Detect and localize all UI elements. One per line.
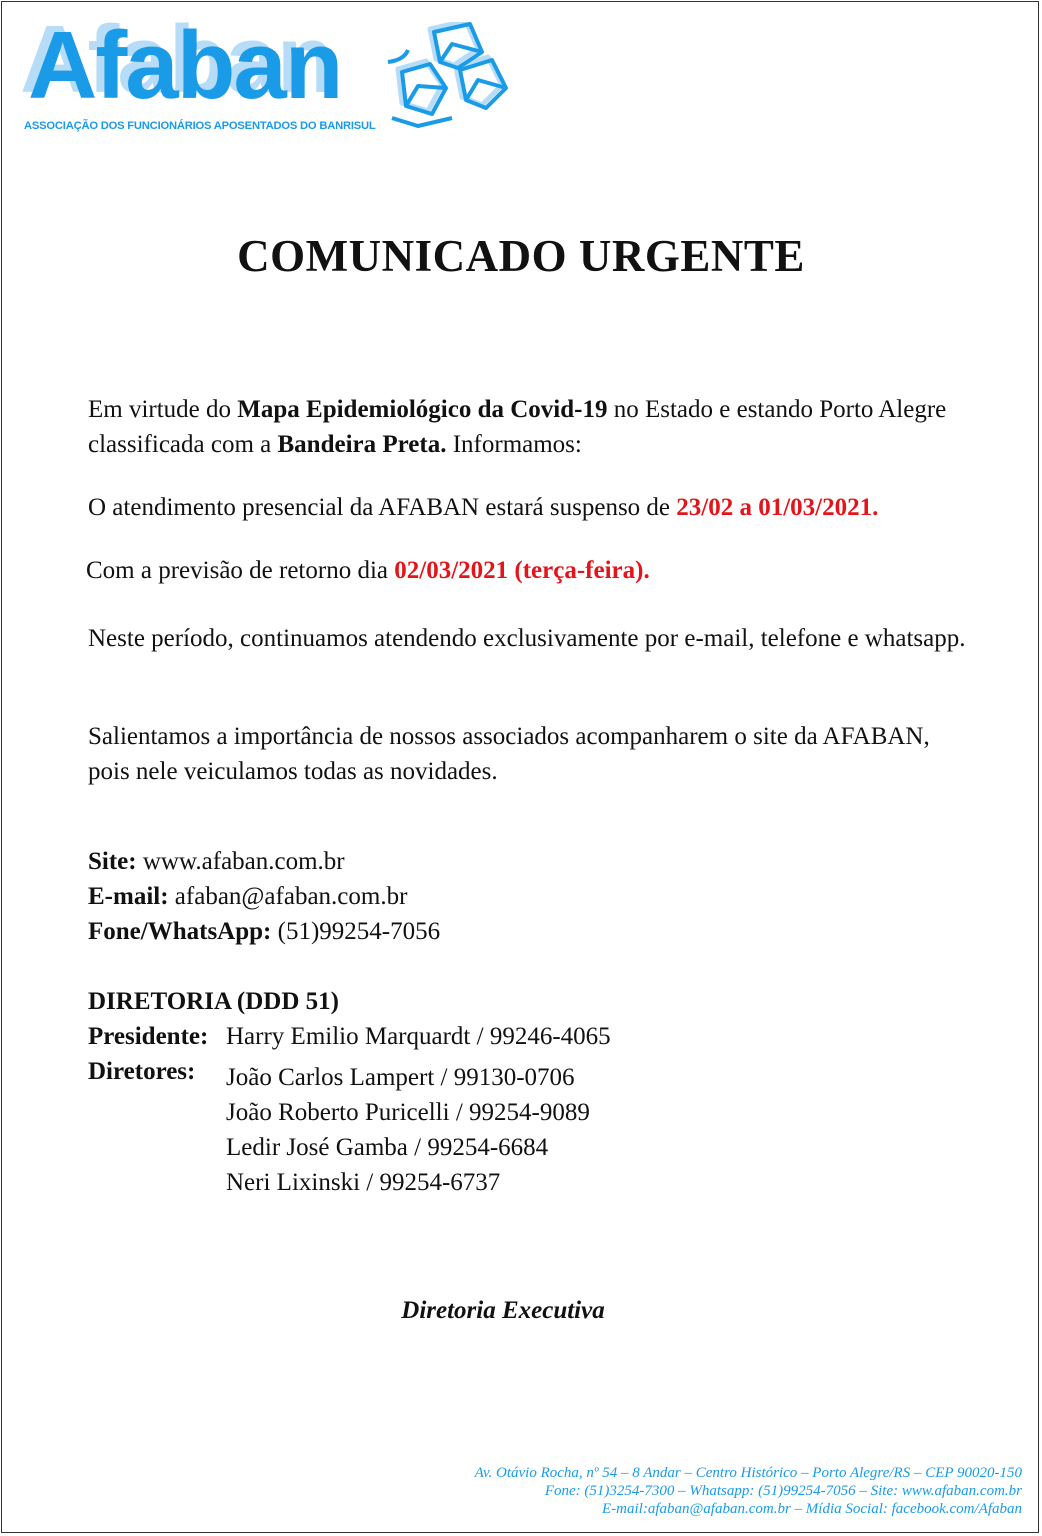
page-title: COMUNICADO URGENTE xyxy=(237,231,805,281)
footer-line-address: Av. Otávio Rocha, nº 54 – 8 Andar – Centro Histórico – Porto Alegre/RS – CEP 90020-150 xyxy=(474,1465,1022,1481)
return-text: Com a previsão de retorno dia xyxy=(86,557,395,584)
site-label: Site: xyxy=(88,848,137,875)
return-paragraph xyxy=(86,553,966,588)
contact-site xyxy=(88,844,345,879)
contact-phone xyxy=(88,914,440,949)
site-note: Salientamos a importância de nossos associados acompanharem o site da AFABAN, pois nele veiculamos todas as novidades. xyxy=(88,723,930,785)
phone-label: Fone/WhatsApp: xyxy=(88,918,272,945)
stacked-cubes-icon xyxy=(382,22,512,142)
site-link[interactable]: www.afaban.com.br xyxy=(136,848,345,875)
footer-line-email: E-mail:afaban@afaban.com.br – Mídia Social: facebook.com/Afaban xyxy=(602,1501,1022,1517)
logo-wordmark: Afaban xyxy=(28,12,342,119)
director-item: Ledir José Gamba / 99254-6684 xyxy=(226,1134,549,1161)
intro-bold-map: Mapa Epidemiológico da Covid-19 xyxy=(237,396,608,423)
intro-bold-flag: Bandeira Preta. xyxy=(277,431,447,458)
intro-text: no Estado e estando Porto Alegre classificada com a xyxy=(88,396,947,458)
return-date: 02/03/2021 (terça-feira). xyxy=(394,557,650,584)
directors-label-row xyxy=(88,1058,226,1086)
intro-text: Em virtude do xyxy=(88,396,238,423)
directors-label: Diretores: xyxy=(88,1058,196,1085)
director-item: João Roberto Puricelli / 99254-9089 xyxy=(226,1099,590,1126)
intro-paragraph xyxy=(88,392,968,462)
logo-subtitle: ASSOCIAÇÃO DOS FUNCIONÁRIOS APOSENTADOS DO BANRISUL xyxy=(24,120,376,132)
phone-value: (51)99254-7056 xyxy=(271,918,441,945)
suspension-paragraph xyxy=(88,490,968,525)
period-note: Neste período, continuamos atendendo exclusivamente por e-mail, telefone e whatsapp. xyxy=(88,625,966,652)
contact-email xyxy=(88,879,407,914)
email-label: E-mail: xyxy=(88,883,169,910)
director-item: João Carlos Lampert / 99130-0706 xyxy=(226,1064,575,1091)
email-link[interactable]: afaban@afaban.com.br xyxy=(168,883,408,910)
footer-line-phones: Fone: (51)3254-7300 – Whatsapp: (51)99254-7056 – Site: www.afaban.com.br xyxy=(544,1483,1022,1499)
board-heading: DIRETORIA (DDD 51) xyxy=(88,988,339,1015)
directors-list xyxy=(226,1060,590,1200)
suspension-dates: 23/02 a 01/03/2021. xyxy=(676,494,879,521)
signature: Diretoria Executiva xyxy=(401,1297,605,1324)
president-name: Harry Emilio Marquardt / 99246-4065 xyxy=(226,1023,611,1050)
suspension-text: O atendimento presencial da AFABAN estará suspenso de xyxy=(88,494,677,521)
director-item: Neri Lixinski / 99254-6737 xyxy=(226,1169,501,1196)
footer-address xyxy=(475,1464,1022,1518)
intro-text: Informamos: xyxy=(446,431,582,458)
president-label: Presidente: xyxy=(88,1023,209,1050)
president-row xyxy=(88,1023,611,1051)
